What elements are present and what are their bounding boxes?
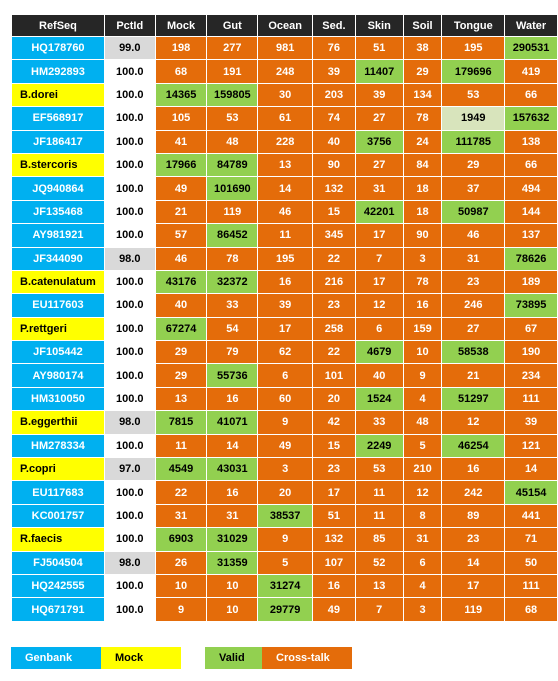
count-cell-ocean: 9 (258, 528, 313, 551)
count-cell-ocean: 11 (258, 224, 313, 247)
pctid-cell: 97.0 (104, 458, 155, 481)
count-cell-gut: 86452 (207, 224, 258, 247)
count-cell-mock: 6903 (155, 528, 207, 551)
count-cell-sed: 132 (313, 528, 356, 551)
pctid-cell: 100.0 (104, 200, 155, 223)
count-cell-gut: 79 (207, 341, 258, 364)
header-row (12, 15, 558, 37)
column-header-pctid: PctId (104, 15, 155, 37)
count-cell-skin: 51 (355, 37, 403, 60)
refseq-cell: KC001757 (12, 504, 105, 527)
table-row (12, 434, 558, 457)
table-row (12, 317, 558, 340)
table-row (12, 200, 558, 223)
count-cell-gut: 41071 (207, 411, 258, 434)
count-cell-tongue: 27 (442, 317, 505, 340)
count-cell-sed: 345 (313, 224, 356, 247)
count-cell-soil: 38 (403, 37, 442, 60)
count-cell-tongue: 23 (442, 528, 505, 551)
table-row (12, 294, 558, 317)
count-cell-water: 66 (505, 153, 558, 176)
count-cell-gut: 10 (207, 598, 258, 621)
count-cell-mock: 22 (155, 481, 207, 504)
count-cell-tongue: 119 (442, 598, 505, 621)
count-cell-tongue: 50987 (442, 200, 505, 223)
column-header-water: Water (505, 15, 558, 37)
column-header-soil: Soil (403, 15, 442, 37)
refseq-cell: P.rettgeri (12, 317, 105, 340)
table-row (12, 247, 558, 270)
legend-cross-talk (262, 647, 352, 669)
refseq-cell: B.catenulatum (12, 270, 105, 293)
count-cell-soil: 159 (403, 317, 442, 340)
count-cell-skin: 33 (355, 411, 403, 434)
pctid-cell: 98.0 (104, 247, 155, 270)
refseq-cell: P.copri (12, 458, 105, 481)
count-cell-ocean: 9 (258, 411, 313, 434)
pctid-cell: 100.0 (104, 294, 155, 317)
refseq-cell: HM292893 (12, 60, 105, 83)
pctid-cell: 100.0 (104, 481, 155, 504)
count-cell-sed: 216 (313, 270, 356, 293)
count-cell-skin: 17 (355, 224, 403, 247)
table-row (12, 177, 558, 200)
count-cell-gut: 159805 (207, 83, 258, 106)
count-cell-ocean: 6 (258, 364, 313, 387)
count-cell-water: 68 (505, 598, 558, 621)
count-cell-mock: 198 (155, 37, 207, 60)
count-cell-mock: 57 (155, 224, 207, 247)
count-cell-soil: 48 (403, 411, 442, 434)
count-cell-sed: 23 (313, 294, 356, 317)
pctid-cell: 100.0 (104, 434, 155, 457)
refseq-cell: HQ671791 (12, 598, 105, 621)
pctid-cell: 100.0 (104, 83, 155, 106)
count-cell-mock: 43176 (155, 270, 207, 293)
count-cell-soil: 3 (403, 247, 442, 270)
table-row (12, 411, 558, 434)
count-cell-water: 111 (505, 574, 558, 597)
count-cell-gut: 277 (207, 37, 258, 60)
count-cell-ocean: 31274 (258, 574, 313, 597)
count-cell-ocean: 60 (258, 387, 313, 410)
count-cell-tongue: 17 (442, 574, 505, 597)
count-cell-mock: 7815 (155, 411, 207, 434)
table-row (12, 481, 558, 504)
count-cell-skin: 13 (355, 574, 403, 597)
count-cell-skin: 1524 (355, 387, 403, 410)
count-cell-ocean: 46 (258, 200, 313, 223)
count-cell-tongue: 58538 (442, 341, 505, 364)
count-cell-water: 189 (505, 270, 558, 293)
refseq-cell: EF568917 (12, 107, 105, 130)
legend-valid (205, 647, 262, 669)
count-cell-mock: 29 (155, 364, 207, 387)
count-cell-gut: 48 (207, 130, 258, 153)
pctid-cell: 100.0 (104, 598, 155, 621)
count-cell-ocean: 14 (258, 177, 313, 200)
count-cell-mock: 40 (155, 294, 207, 317)
count-cell-ocean: 17 (258, 317, 313, 340)
count-cell-sed: 51 (313, 504, 356, 527)
count-cell-ocean: 228 (258, 130, 313, 153)
count-cell-water: 157632 (505, 107, 558, 130)
count-cell-gut: 78 (207, 247, 258, 270)
count-cell-ocean: 13 (258, 153, 313, 176)
count-cell-soil: 18 (403, 200, 442, 223)
count-cell-gut: 31359 (207, 551, 258, 574)
refseq-cell: AY980174 (12, 364, 105, 387)
count-cell-water: 66 (505, 83, 558, 106)
count-cell-tongue: 242 (442, 481, 505, 504)
count-cell-water: 138 (505, 130, 558, 153)
count-cell-skin: 4679 (355, 341, 403, 364)
count-cell-mock: 17966 (155, 153, 207, 176)
count-cell-gut: 191 (207, 60, 258, 83)
count-cell-gut: 55736 (207, 364, 258, 387)
count-cell-tongue: 53 (442, 83, 505, 106)
count-cell-soil: 18 (403, 177, 442, 200)
count-cell-sed: 107 (313, 551, 356, 574)
count-cell-skin: 52 (355, 551, 403, 574)
refseq-cell: JQ940864 (12, 177, 105, 200)
count-cell-gut: 119 (207, 200, 258, 223)
count-cell-ocean: 39 (258, 294, 313, 317)
count-cell-gut: 31029 (207, 528, 258, 551)
count-cell-mock: 41 (155, 130, 207, 153)
count-cell-tongue: 1949 (442, 107, 505, 130)
pctid-cell: 100.0 (104, 341, 155, 364)
count-cell-skin: 7 (355, 247, 403, 270)
table-row (12, 60, 558, 83)
count-cell-mock: 68 (155, 60, 207, 83)
table-row (12, 107, 558, 130)
count-cell-water: 39 (505, 411, 558, 434)
count-cell-ocean: 5 (258, 551, 313, 574)
count-cell-soil: 84 (403, 153, 442, 176)
count-cell-soil: 134 (403, 83, 442, 106)
count-cell-soil: 12 (403, 481, 442, 504)
count-cell-soil: 24 (403, 130, 442, 153)
count-cell-ocean: 195 (258, 247, 313, 270)
count-cell-mock: 31 (155, 504, 207, 527)
count-cell-soil: 90 (403, 224, 442, 247)
count-cell-gut: 16 (207, 481, 258, 504)
count-cell-ocean: 38537 (258, 504, 313, 527)
count-cell-mock: 10 (155, 574, 207, 597)
count-cell-sed: 15 (313, 434, 356, 457)
refseq-cell: HQ242555 (12, 574, 105, 597)
pctid-cell: 100.0 (104, 387, 155, 410)
count-cell-soil: 8 (403, 504, 442, 527)
count-cell-skin: 40 (355, 364, 403, 387)
count-cell-soil: 78 (403, 270, 442, 293)
count-cell-tongue: 14 (442, 551, 505, 574)
refseq-cell: B.dorei (12, 83, 105, 106)
column-header-skin: Skin (355, 15, 403, 37)
count-cell-mock: 4549 (155, 458, 207, 481)
count-cell-tongue: 111785 (442, 130, 505, 153)
legend-genbank-label: Genbank (25, 652, 73, 664)
pctid-cell: 100.0 (104, 364, 155, 387)
count-cell-water: 67 (505, 317, 558, 340)
refseq-cell: JF186417 (12, 130, 105, 153)
count-cell-skin: 17 (355, 270, 403, 293)
count-cell-water: 290531 (505, 37, 558, 60)
table-row (12, 387, 558, 410)
count-cell-water: 144 (505, 200, 558, 223)
legend-mock (101, 647, 181, 669)
count-cell-mock: 14365 (155, 83, 207, 106)
count-cell-gut: 32372 (207, 270, 258, 293)
refseq-cell: HM310050 (12, 387, 105, 410)
count-cell-soil: 5 (403, 434, 442, 457)
count-cell-sed: 20 (313, 387, 356, 410)
legend-cross-talk-label: Cross-talk (276, 652, 330, 664)
table-row (12, 458, 558, 481)
table-row (12, 270, 558, 293)
count-cell-soil: 78 (403, 107, 442, 130)
table-row (12, 153, 558, 176)
pctid-cell: 100.0 (104, 574, 155, 597)
count-cell-ocean: 16 (258, 270, 313, 293)
pctid-cell: 99.0 (104, 37, 155, 60)
count-cell-tongue: 16 (442, 458, 505, 481)
count-cell-water: 137 (505, 224, 558, 247)
count-cell-sed: 39 (313, 60, 356, 83)
count-cell-soil: 210 (403, 458, 442, 481)
count-cell-sed: 258 (313, 317, 356, 340)
count-cell-skin: 42201 (355, 200, 403, 223)
count-cell-mock: 67274 (155, 317, 207, 340)
count-cell-skin: 85 (355, 528, 403, 551)
table-row (12, 130, 558, 153)
table-row (12, 37, 558, 60)
table-row (12, 364, 558, 387)
pctid-cell: 100.0 (104, 60, 155, 83)
count-cell-soil: 9 (403, 364, 442, 387)
count-cell-sed: 42 (313, 411, 356, 434)
count-cell-tongue: 89 (442, 504, 505, 527)
count-cell-sed: 101 (313, 364, 356, 387)
refseq-cell: AY981921 (12, 224, 105, 247)
count-cell-soil: 29 (403, 60, 442, 83)
count-cell-sed: 40 (313, 130, 356, 153)
pctid-cell: 100.0 (104, 224, 155, 247)
count-cell-gut: 14 (207, 434, 258, 457)
count-cell-ocean: 30 (258, 83, 313, 106)
count-cell-mock: 9 (155, 598, 207, 621)
count-cell-sed: 17 (313, 481, 356, 504)
count-cell-skin: 39 (355, 83, 403, 106)
count-cell-tongue: 12 (442, 411, 505, 434)
count-cell-soil: 4 (403, 387, 442, 410)
pctid-cell: 100.0 (104, 504, 155, 527)
count-cell-tongue: 29 (442, 153, 505, 176)
pctid-cell: 98.0 (104, 411, 155, 434)
count-cell-skin: 27 (355, 153, 403, 176)
count-cell-mock: 26 (155, 551, 207, 574)
count-cell-sed: 22 (313, 247, 356, 270)
count-cell-skin: 31 (355, 177, 403, 200)
count-cell-gut: 10 (207, 574, 258, 597)
count-cell-ocean: 29779 (258, 598, 313, 621)
count-cell-gut: 43031 (207, 458, 258, 481)
table-row (12, 504, 558, 527)
pctid-cell: 100.0 (104, 153, 155, 176)
count-cell-water: 111 (505, 387, 558, 410)
pctid-cell: 100.0 (104, 130, 155, 153)
count-cell-gut: 33 (207, 294, 258, 317)
count-cell-skin: 53 (355, 458, 403, 481)
count-cell-mock: 105 (155, 107, 207, 130)
count-cell-sed: 132 (313, 177, 356, 200)
pctid-cell: 100.0 (104, 528, 155, 551)
count-cell-tongue: 46 (442, 224, 505, 247)
count-cell-water: 73895 (505, 294, 558, 317)
count-cell-skin: 11407 (355, 60, 403, 83)
count-cell-ocean: 62 (258, 341, 313, 364)
pctid-cell: 98.0 (104, 551, 155, 574)
count-cell-tongue: 51297 (442, 387, 505, 410)
count-cell-mock: 29 (155, 341, 207, 364)
count-cell-tongue: 246 (442, 294, 505, 317)
count-cell-gut: 16 (207, 387, 258, 410)
count-cell-tongue: 179696 (442, 60, 505, 83)
count-cell-sed: 16 (313, 574, 356, 597)
count-cell-soil: 4 (403, 574, 442, 597)
column-header-mock: Mock (155, 15, 207, 37)
pctid-cell: 100.0 (104, 107, 155, 130)
legend-mock-label: Mock (115, 652, 144, 664)
refseq-cell: B.eggerthii (12, 411, 105, 434)
count-cell-ocean: 61 (258, 107, 313, 130)
count-cell-mock: 49 (155, 177, 207, 200)
count-cell-water: 419 (505, 60, 558, 83)
count-cell-sed: 203 (313, 83, 356, 106)
count-cell-water: 14 (505, 458, 558, 481)
count-cell-skin: 27 (355, 107, 403, 130)
count-cell-skin: 6 (355, 317, 403, 340)
count-cell-mock: 11 (155, 434, 207, 457)
count-cell-water: 78626 (505, 247, 558, 270)
pctid-cell: 100.0 (104, 270, 155, 293)
count-cell-ocean: 49 (258, 434, 313, 457)
count-cell-sed: 15 (313, 200, 356, 223)
count-cell-sed: 74 (313, 107, 356, 130)
legend-valid-label: Valid (219, 652, 245, 664)
count-cell-soil: 10 (403, 341, 442, 364)
refseq-cell: EU117683 (12, 481, 105, 504)
count-cell-water: 71 (505, 528, 558, 551)
count-cell-water: 234 (505, 364, 558, 387)
count-cell-skin: 3756 (355, 130, 403, 153)
count-cell-gut: 53 (207, 107, 258, 130)
count-cell-gut: 31 (207, 504, 258, 527)
count-cell-skin: 2249 (355, 434, 403, 457)
results-table (11, 14, 558, 622)
table-row (12, 83, 558, 106)
count-cell-skin: 7 (355, 598, 403, 621)
count-cell-soil: 6 (403, 551, 442, 574)
count-cell-gut: 84789 (207, 153, 258, 176)
count-cell-mock: 46 (155, 247, 207, 270)
count-cell-mock: 21 (155, 200, 207, 223)
count-cell-skin: 11 (355, 481, 403, 504)
count-cell-water: 441 (505, 504, 558, 527)
table-row (12, 528, 558, 551)
count-cell-water: 494 (505, 177, 558, 200)
count-cell-soil: 3 (403, 598, 442, 621)
count-cell-ocean: 3 (258, 458, 313, 481)
count-cell-ocean: 981 (258, 37, 313, 60)
column-header-refseq: RefSeq (12, 15, 105, 37)
count-cell-water: 190 (505, 341, 558, 364)
table-row (12, 574, 558, 597)
count-cell-sed: 76 (313, 37, 356, 60)
table-row (12, 598, 558, 621)
column-header-ocean: Ocean (258, 15, 313, 37)
column-header-tongue: Tongue (442, 15, 505, 37)
legend-genbank (11, 647, 101, 669)
count-cell-sed: 22 (313, 341, 356, 364)
count-cell-soil: 31 (403, 528, 442, 551)
count-cell-tongue: 23 (442, 270, 505, 293)
count-cell-tongue: 46254 (442, 434, 505, 457)
count-cell-tongue: 37 (442, 177, 505, 200)
refseq-cell: JF105442 (12, 341, 105, 364)
refseq-cell: JF135468 (12, 200, 105, 223)
count-cell-mock: 13 (155, 387, 207, 410)
refseq-cell: B.stercoris (12, 153, 105, 176)
pctid-cell: 100.0 (104, 177, 155, 200)
table-row (12, 341, 558, 364)
column-header-gut: Gut (207, 15, 258, 37)
count-cell-water: 50 (505, 551, 558, 574)
count-cell-gut: 101690 (207, 177, 258, 200)
refseq-cell: JF344090 (12, 247, 105, 270)
count-cell-ocean: 20 (258, 481, 313, 504)
count-cell-tongue: 21 (442, 364, 505, 387)
count-cell-skin: 12 (355, 294, 403, 317)
count-cell-sed: 90 (313, 153, 356, 176)
refseq-cell: R.faecis (12, 528, 105, 551)
count-cell-tongue: 195 (442, 37, 505, 60)
count-cell-ocean: 248 (258, 60, 313, 83)
count-cell-sed: 49 (313, 598, 356, 621)
pctid-cell: 100.0 (104, 317, 155, 340)
refseq-cell: HM278334 (12, 434, 105, 457)
refseq-cell: EU117603 (12, 294, 105, 317)
count-cell-water: 121 (505, 434, 558, 457)
count-cell-water: 45154 (505, 481, 558, 504)
count-cell-skin: 11 (355, 504, 403, 527)
count-cell-gut: 54 (207, 317, 258, 340)
refseq-cell: HQ178760 (12, 37, 105, 60)
table-row (12, 551, 558, 574)
refseq-cell: FJ504504 (12, 551, 105, 574)
count-cell-soil: 16 (403, 294, 442, 317)
count-cell-sed: 23 (313, 458, 356, 481)
table-body (12, 37, 558, 622)
column-header-sed: Sed. (313, 15, 356, 37)
table-row (12, 224, 558, 247)
count-cell-tongue: 31 (442, 247, 505, 270)
